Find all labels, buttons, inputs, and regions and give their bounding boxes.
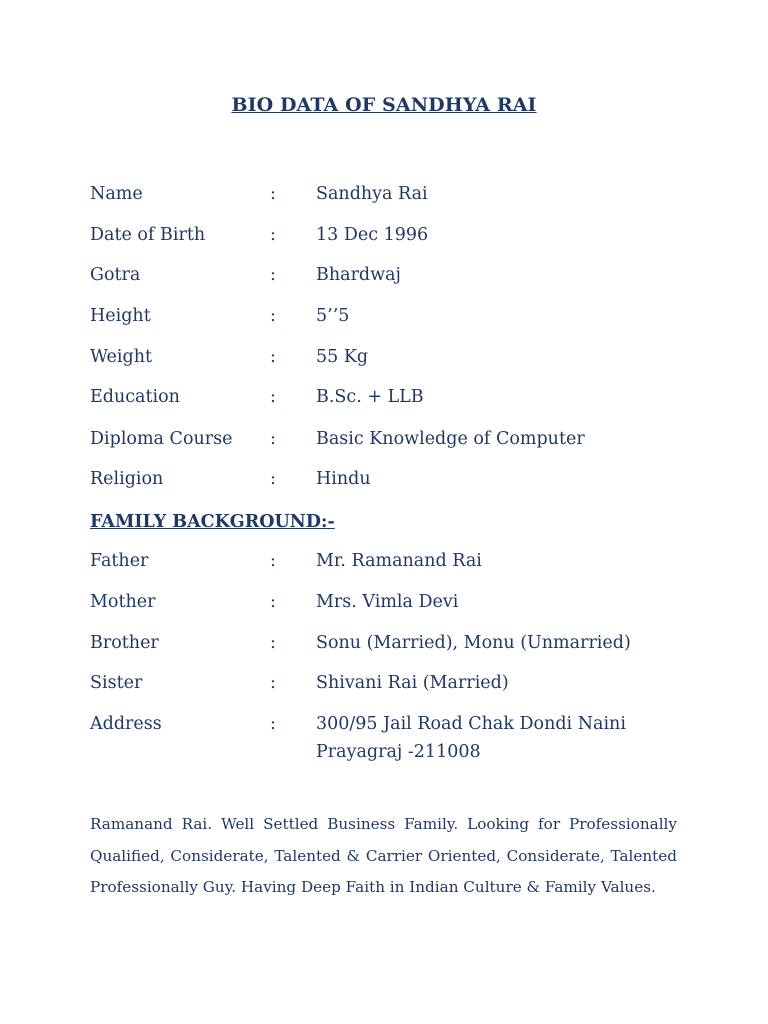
mother-label: Mother bbox=[90, 592, 156, 612]
weight-value: 55 Kg bbox=[316, 347, 369, 367]
weight-label: Weight bbox=[90, 347, 153, 367]
dob-label: Date of Birth bbox=[90, 225, 206, 245]
row-weight bbox=[90, 343, 690, 373]
diploma-label: Diploma Course bbox=[90, 429, 233, 449]
separator: : bbox=[270, 265, 276, 285]
father-label: Father bbox=[90, 551, 149, 571]
row-brother bbox=[90, 629, 690, 659]
row-height bbox=[90, 302, 690, 332]
row-dob bbox=[90, 221, 690, 251]
separator: : bbox=[270, 592, 276, 612]
brother-label: Brother bbox=[90, 633, 159, 653]
name-label: Name bbox=[90, 184, 143, 204]
row-father bbox=[90, 547, 690, 577]
address-value: 300/95 Jail Road Chak Dondi Naini Prayagraj -211008 bbox=[316, 714, 626, 762]
religion-value: Hindu bbox=[316, 469, 371, 489]
mother-value: Mrs. Vimla Devi bbox=[316, 592, 459, 612]
separator: : bbox=[270, 673, 276, 693]
separator: : bbox=[270, 429, 276, 449]
separator: : bbox=[270, 225, 276, 245]
education-value: B.Sc. + LLB bbox=[316, 387, 424, 407]
row-diploma bbox=[90, 425, 690, 455]
sister-value: Shivani Rai (Married) bbox=[316, 673, 509, 693]
gotra-label: Gotra bbox=[90, 265, 141, 285]
family-background-heading: FAMILY BACKGROUND:- bbox=[90, 512, 335, 532]
name-value: Sandhya Rai bbox=[316, 184, 428, 204]
height-value: 5’’5 bbox=[316, 306, 350, 326]
document-title: BIO DATA OF SANDHYA RAI bbox=[231, 94, 537, 116]
separator: : bbox=[270, 347, 276, 367]
brother-value: Sonu (Married), Monu (Unmarried) bbox=[316, 633, 631, 653]
row-address bbox=[90, 710, 690, 770]
separator: : bbox=[270, 551, 276, 571]
row-sister bbox=[90, 669, 690, 699]
address-label: Address bbox=[90, 714, 162, 734]
gotra-value: Bhardwaj bbox=[316, 265, 401, 285]
religion-label: Religion bbox=[90, 469, 164, 489]
height-label: Height bbox=[90, 306, 151, 326]
dob-value: 13 Dec 1996 bbox=[316, 225, 429, 245]
row-education bbox=[90, 383, 690, 413]
separator: : bbox=[270, 633, 276, 653]
sister-label: Sister bbox=[90, 673, 143, 693]
father-value: Mr. Ramanand Rai bbox=[316, 551, 482, 571]
family-description: Ramanand Rai. Well Settled Business Family. Looking for Professionally Qualified, Considerate, Talented & Carrier Oriented, Considerate, Talented Professionally Guy. Having Deep Faith in Indian Culture & Family Values. bbox=[90, 815, 677, 896]
row-name bbox=[90, 180, 690, 210]
row-gotra bbox=[90, 261, 690, 291]
separator: : bbox=[270, 387, 276, 407]
row-religion bbox=[90, 465, 690, 495]
separator: : bbox=[270, 306, 276, 326]
education-label: Education bbox=[90, 387, 180, 407]
separator: : bbox=[270, 184, 276, 204]
separator: : bbox=[270, 469, 276, 489]
separator: : bbox=[270, 714, 276, 734]
diploma-value: Basic Knowledge of Computer bbox=[316, 429, 585, 449]
row-mother bbox=[90, 588, 690, 618]
